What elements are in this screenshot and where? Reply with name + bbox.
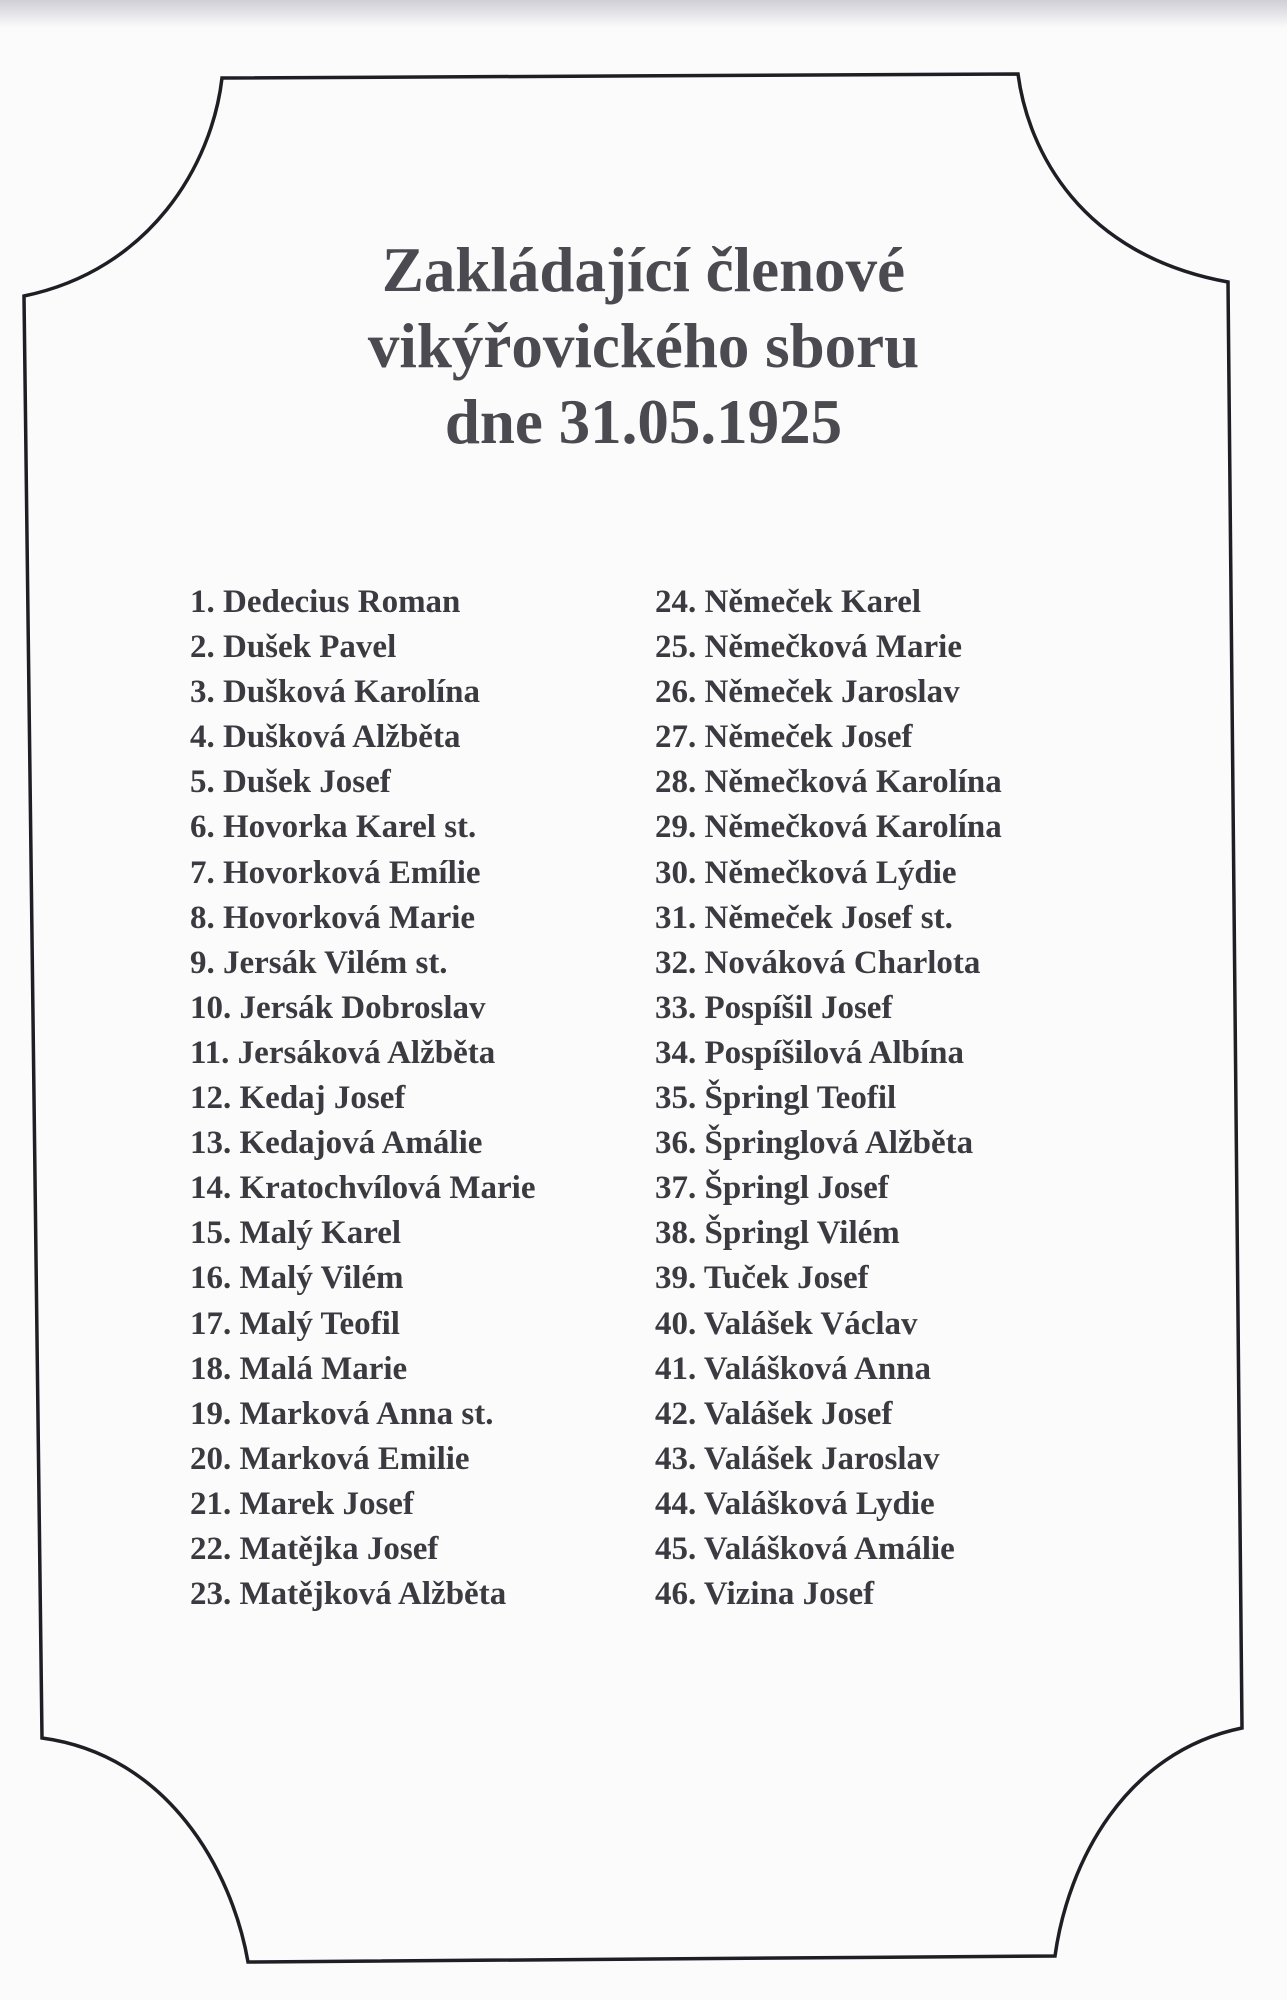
member-list-item: 30. Němečková Lýdie <box>655 854 957 891</box>
member-list-item: 33. Pospíšil Josef <box>655 989 893 1026</box>
member-list-item: 38. Špringl Vilém <box>655 1215 900 1252</box>
member-list-item: 41. Valášková Anna <box>655 1350 932 1387</box>
member-list-item: 13. Kedajová Amálie <box>190 1125 483 1162</box>
member-list-item: 24. Němeček Karel <box>655 584 922 620</box>
title-line-1: Zakládající členové <box>381 235 906 305</box>
member-list-item: 19. Marková Anna st. <box>190 1395 494 1432</box>
member-list-item: 28. Němečková Karolína <box>655 764 1002 801</box>
member-list-item: 37. Špringl Josef <box>655 1170 889 1207</box>
member-list-item: 25. Němečková Marie <box>655 629 962 666</box>
title-line-2: vikýřovického sboru <box>367 311 920 381</box>
member-list-item: 44. Valášková Lydie <box>655 1485 935 1522</box>
member-list-item: 2. Dušek Pavel <box>190 629 397 666</box>
member-list-item: 22. Matějka Josef <box>190 1530 439 1567</box>
title-line-3: dne 31.05.1925 <box>444 387 843 457</box>
member-list-item: 45. Valášková Amálie <box>655 1530 955 1567</box>
member-list-item: 46. Vizina Josef <box>655 1576 875 1613</box>
member-list-item: 1. Dedecius Roman <box>190 584 461 620</box>
member-list-item: 12. Kedaj Josef <box>190 1080 406 1117</box>
member-list-item: 16. Malý Vilém <box>190 1260 404 1297</box>
member-list-item: 10. Jersák Dobroslav <box>190 989 486 1026</box>
member-list-item: 23. Matějková Alžběta <box>190 1576 507 1613</box>
member-list-item: 43. Valášek Jaroslav <box>655 1440 940 1477</box>
member-list-item: 42. Valášek Josef <box>655 1395 893 1432</box>
member-list-item: 21. Marek Josef <box>190 1485 414 1522</box>
member-list-item: 7. Hovorková Emílie <box>190 854 481 891</box>
member-list-item: 17. Malý Teofil <box>190 1305 400 1342</box>
member-list-right <box>655 580 1002 1617</box>
member-list-item: 34. Pospíšilová Albína <box>655 1034 965 1071</box>
member-list-item: 4. Dušková Alžběta <box>190 719 461 756</box>
member-list-item: 8. Hovorková Marie <box>190 899 476 936</box>
member-list-item: 18. Malá Marie <box>190 1350 408 1387</box>
document-title <box>0 232 1287 460</box>
member-list-item: 31. Němeček Josef st. <box>655 899 953 936</box>
member-list-item: 5. Dušek Josef <box>190 764 391 801</box>
member-list-item: 29. Němečková Karolína <box>655 809 1002 846</box>
member-list-item: 14. Kratochvílová Marie <box>190 1170 536 1207</box>
member-list-item: 32. Nováková Charlota <box>655 944 981 981</box>
member-list-item: 3. Dušková Karolína <box>190 674 481 711</box>
member-list-item: 15. Malý Karel <box>190 1215 402 1252</box>
member-list-item: 36. Špringlová Alžběta <box>655 1125 974 1162</box>
member-list-left <box>190 580 536 1617</box>
member-list-item: 35. Špringl Teofil <box>655 1080 897 1117</box>
member-list-item: 26. Němeček Jaroslav <box>655 674 960 711</box>
member-list-item: 20. Marková Emilie <box>190 1440 470 1477</box>
member-list-item: 27. Němeček Josef <box>655 719 913 756</box>
member-list-item: 11. Jersáková Alžběta <box>190 1034 496 1071</box>
member-list-item: 6. Hovorka Karel st. <box>190 809 477 846</box>
member-list-item: 40. Valášek Václav <box>655 1305 918 1342</box>
member-list-item: 39. Tuček Josef <box>655 1260 869 1297</box>
member-list-item: 9. Jersák Vilém st. <box>190 944 448 981</box>
